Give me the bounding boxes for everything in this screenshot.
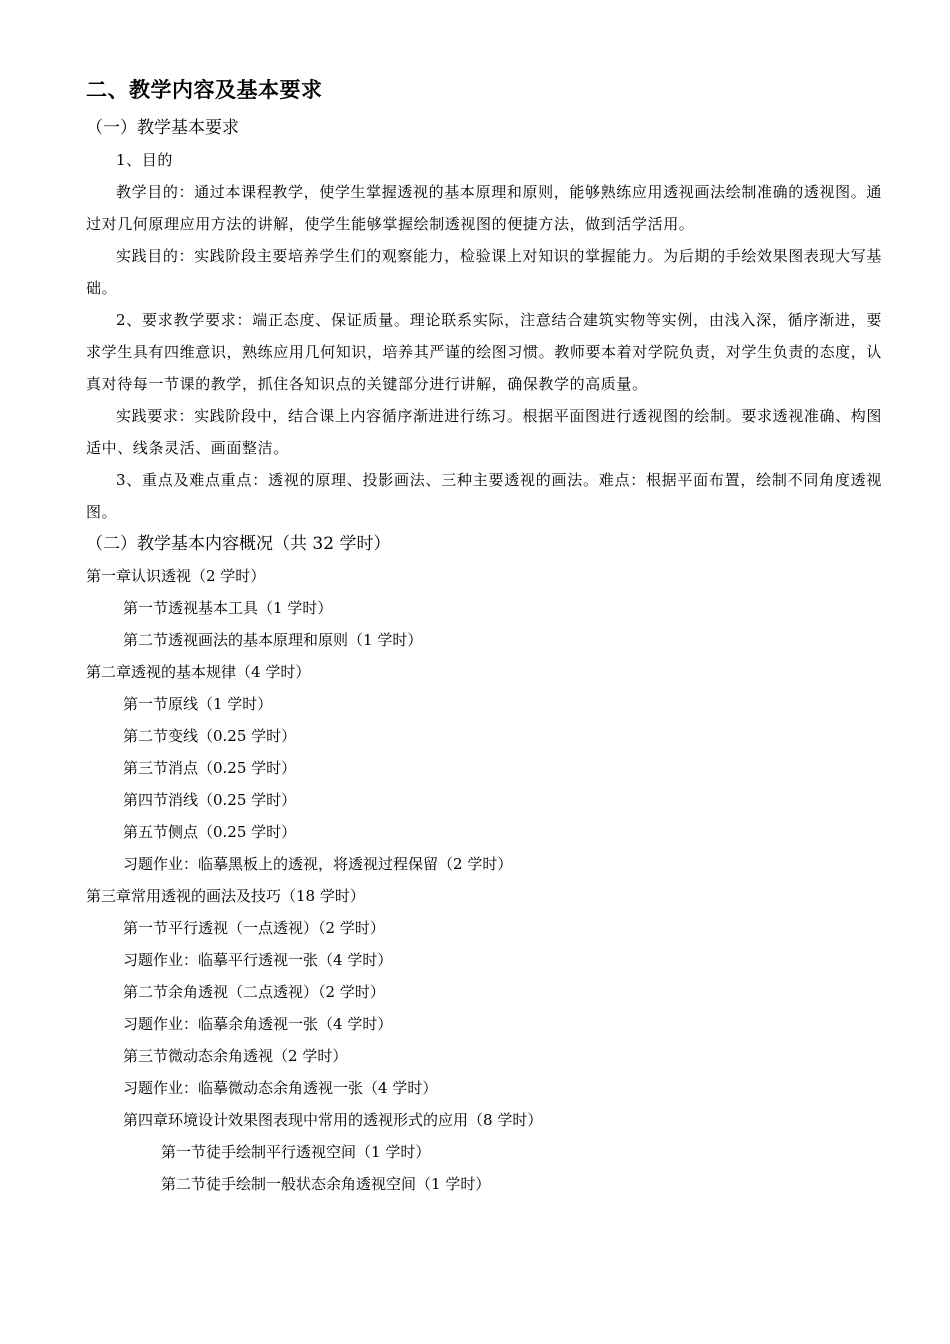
- part1-heading: （一）教学基本要求: [86, 118, 239, 138]
- section-line: 习题作业：临摹余角透视一张（4 学时）: [123, 1015, 393, 1033]
- section-line: 习题作业：临摹微动态余角透视一张（4 学时）: [123, 1079, 438, 1097]
- practice-requirement-paragraph: 实践要求：实践阶段中，结合课上内容循序渐进进行练习。根据平面图进行透视图的绘制。要求透视准确、构图适中、线条灵活、画面整洁。: [86, 407, 882, 457]
- section-line: 第三节消点（0.25 学时）: [123, 759, 297, 777]
- subsection-line: 第一节徒手绘制平行透视空间（1 学时）: [161, 1143, 431, 1161]
- part2-heading: （二）教学基本内容概况（共 32 学时）: [86, 534, 391, 554]
- teaching-requirement-paragraph: 2、要求教学要求：端正态度、保证质量。理论联系实际，注意结合建筑实物等实例，由浅入深，循序渐进，要求学生具有四维意识，熟练应用几何知识，培养其严谨的绘图习惯。教师要本着对学院负责，对学生负责的态度，认真对待每一节课的教学，抓住各知识点的关键部分进行讲解，确保教学的高质量。: [86, 311, 882, 393]
- document-page: [86, 74, 882, 1200]
- practice-goal-paragraph: 实践目的：实践阶段主要培养学生们的观察能力，检验课上对知识的掌握能力。为后期的手绘效果图表现大写基础。: [86, 247, 882, 297]
- section-line: 习题作业：临摹平行透视一张（4 学时）: [123, 951, 393, 969]
- section-line: 第四章环境设计效果图表现中常用的透视形式的应用（8 学时）: [123, 1111, 543, 1129]
- chapter-line: 第二章透视的基本规律（4 学时）: [86, 663, 311, 681]
- course-outline: [86, 560, 882, 1200]
- chapter-line: 第一章认识透视（2 学时）: [86, 567, 266, 585]
- section-line: 第五节侧点（0.25 学时）: [123, 823, 297, 841]
- section-line: 第一节原线（1 学时）: [123, 695, 273, 713]
- section-line: 第一节平行透视（一点透视）（2 学时）: [123, 919, 385, 937]
- item-purpose-heading: 1、目的: [116, 151, 173, 169]
- section-line: 第一节透视基本工具（1 学时）: [123, 599, 333, 617]
- section-line: 第三节微动态余角透视（2 学时）: [123, 1047, 348, 1065]
- teaching-goal-paragraph: 教学目的：通过本课程教学，使学生掌握透视的基本原理和原则，能够熟练应用透视画法绘制准确的透视图。通过对几何原理应用方法的讲解，使学生能够掌握绘制透视图的便捷方法，做到活学活用。: [86, 183, 882, 233]
- section-title: 二、教学内容及基本要求: [86, 78, 323, 102]
- chapter-line: 第三章常用透视的画法及技巧（18 学时）: [86, 887, 365, 905]
- section-line: 第二节余角透视（二点透视）（2 学时）: [123, 983, 385, 1001]
- section-line: 第四节消线（0.25 学时）: [123, 791, 297, 809]
- section-line: 第二节透视画法的基本原理和原则（1 学时）: [123, 631, 423, 649]
- key-points-paragraph: 3、重点及难点重点：透视的原理、投影画法、三种主要透视的画法。难点：根据平面布置，绘制不同角度透视图。: [86, 471, 882, 521]
- section-line: 第二节变线（0.25 学时）: [123, 727, 297, 745]
- section-line: 习题作业：临摹黑板上的透视，将透视过程保留（2 学时）: [123, 855, 513, 873]
- subsection-line: 第二节徒手绘制一般状态余角透视空间（1 学时）: [161, 1175, 491, 1193]
